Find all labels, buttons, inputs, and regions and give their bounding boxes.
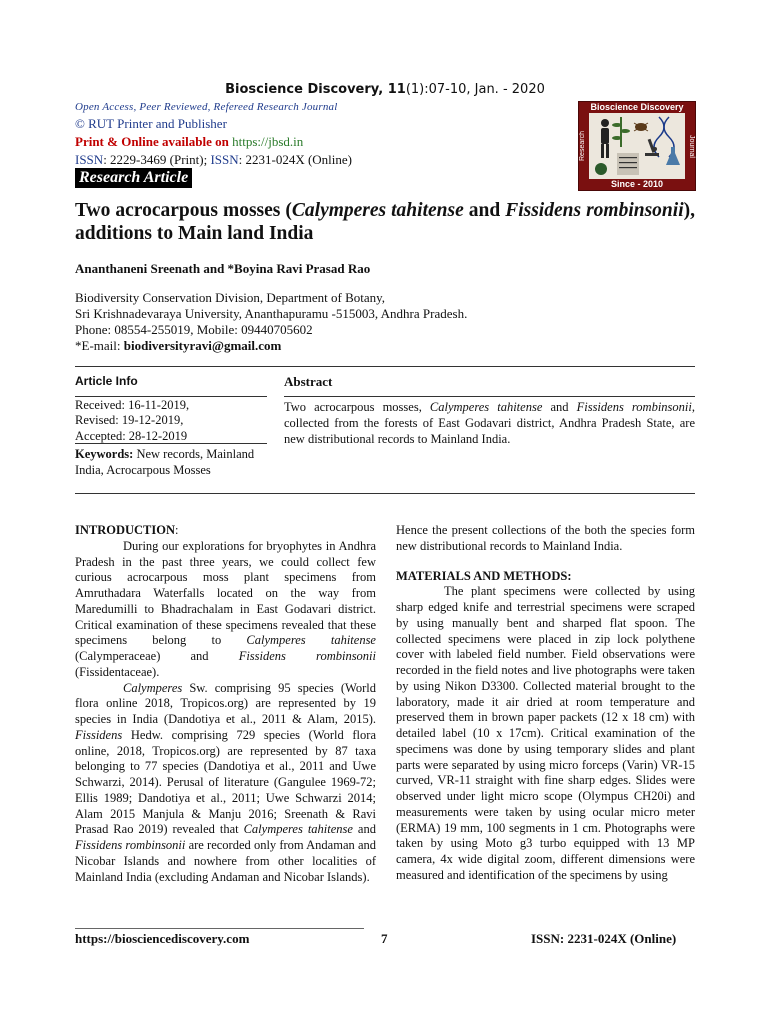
accepted-date: Accepted: 28-12-2019 (75, 429, 188, 443)
journal-citation (0, 82, 770, 97)
species-name: Fissidens rombinsonii (75, 838, 186, 852)
issn-label-print: ISSN (75, 152, 104, 167)
email-label: *E-mail: (75, 338, 124, 353)
affiliation-line-2: Sri Krishnadevaraya University, Ananthapuramu -515003, Andhra Pradesh. (75, 306, 468, 321)
para-text: (Calymperaceae) and (75, 649, 239, 663)
keywords-list: New records, Mainland India, Acrocarpous Mosses (75, 447, 255, 477)
left-column (75, 523, 376, 885)
divider-info (75, 396, 267, 397)
article-type-badge: Research Article (75, 168, 192, 188)
methods-heading (396, 569, 695, 585)
logo-right-text: Journal (688, 134, 695, 158)
abstract-species-1: Calymperes tahitense (429, 400, 543, 414)
abstract-part: Two acrocarpous mosses, (284, 400, 430, 414)
open-access-tagline: Open Access, Peer Reviewed, Refereed Research Journal (75, 101, 338, 113)
affiliation-line-1: Biodiversity Conservation Division, Department of Botany, (75, 290, 386, 305)
abstract-text (284, 399, 695, 447)
divider-abstract (284, 396, 695, 397)
footer-url[interactable]: https://biosciencediscovery.com (75, 931, 250, 946)
globe-icon (595, 163, 607, 175)
para-text: (Fissidentaceae). (75, 664, 160, 679)
website-link[interactable]: https://jbsd.in (232, 134, 304, 149)
logo-footer: Since - 2010 (610, 179, 664, 189)
logo-illustration (589, 113, 685, 179)
journal-logo (578, 101, 696, 191)
abstract-part: and (542, 400, 577, 414)
species-name: Calymperes tahitense (243, 822, 353, 837)
issn-online: : 2231-024X (Online) (238, 152, 352, 167)
para-text: are recorded only from Andaman and Nicobar Islands and nowhere from other localities of Mainland India (excluding Andaman and Nicobar Islands). (75, 838, 376, 884)
genus-name: Fissidens (75, 727, 123, 742)
heading-text: MATERIALS AND METHODS: (396, 568, 572, 583)
issn-line (75, 152, 352, 168)
insect-icon (634, 123, 648, 131)
divider-top (75, 366, 695, 367)
heading-text: INTRODUCTION (75, 523, 176, 537)
article-title (75, 199, 695, 245)
issn-print: : 2229-3469 (Print); (103, 152, 211, 167)
logo-title: Bioscience Discovery (590, 102, 684, 112)
intro-paragraph-3: Hence the present collections of the both the species form new distributional records to Mainland India. (396, 523, 695, 553)
availability-line (75, 134, 303, 150)
genus-name: Calymperes (123, 680, 183, 695)
journal-name: Bioscience Discovery, 11 (225, 82, 406, 97)
article-info-heading: Article Info (75, 374, 138, 388)
intro-paragraph-2 (75, 681, 376, 886)
species-name: Calymperes tahitense (246, 633, 376, 648)
title-part: and (463, 200, 506, 221)
title-species-1: Calymperes tahitense (291, 200, 464, 221)
heading-colon: : (175, 523, 179, 537)
intro-paragraph-1 (75, 539, 376, 681)
affiliation-line-3: Phone: 08554-255019, Mobile: 09440705602 (75, 322, 313, 337)
keywords-label: Keywords: (75, 447, 134, 461)
print-online-label: Print & Online available on (75, 134, 229, 149)
methods-paragraph-1: The plant specimens were collected by using sharp edged knife and terrestrial specimens were scraped by using manually bent and sharped flat spoon. The collected specimens were placed in zip lock polythene cover with labeled field number. Field observations were recorded in the field notes and live photographs were taken by using Nikon D3300. Collected material brought to the laboratory, made it air dried at room temperature and preserved them in brown paper packets (12 x 18 cm) with detailed label (10 x 17cm). Critical examination of the specimens was done by using temporary slides and plant parts were separated by using micro forceps (Varin) VR-15 curved, VR-11 straight with fine sharp edges. Slides were observed under light micro scope (Olympus CH20i) and measurements were taken by using ocular micro meter (ERMA) 19 mm, 100 segments in 1 cm. Photographs were taken by using Moto g3 turbo equipped with 13 MP camera, 4x wide digital zoom, different dimensions were measured and identification of the specimens by using (396, 584, 695, 882)
authors: Ananthaneni Sreenath and *Boyina Ravi Prasad Rao (75, 261, 371, 276)
footer-rule (75, 928, 364, 929)
right-column (396, 523, 695, 884)
page-number: 7 (381, 931, 388, 946)
introduction-heading (75, 523, 376, 539)
para-text: Sw. comprising 95 species (World flora online 2018, Tropicos.org) are represented by 19 species in India (Dandotiya et al., 2011 & Alam, 2015). (75, 680, 376, 726)
stats-box (617, 153, 639, 175)
email-address[interactable]: biodiversityravi@gmail.com (123, 338, 282, 353)
abstract-part: , collected from the forests of East Godavari district, Andhra Pradesh State, are new distributional records to Mainland India. (284, 400, 695, 446)
abstract-species-2: Fissidens rombinsonii (576, 400, 692, 414)
logo-art (589, 113, 685, 179)
para-text: Hedw. comprising 729 species (World flora online, 2018, Tropicos.org) are represented by 87 taxa belonging to 77 species (Dandotiya et al., 2011 and Uwe Schwarzi, 2014). Perusal of literature (Gangulee 1969-72; Ellis 1989; Dandotiya et al., 2011; Uwe Schwarzi 2014; Alam 2015 Manjula & Manju 2016; Sreenath & Ravi Prasad Rao 2019) revealed that (75, 727, 376, 837)
title-part: ), additions to Main land India (75, 200, 695, 244)
journal-issue: (1):07-10, Jan. - 2020 (405, 82, 545, 97)
title-part: Two acrocarpous mosses ( (75, 200, 292, 221)
logo-left-text: Research (579, 131, 586, 161)
revised-date: Revised: 19-12-2019, (75, 413, 184, 427)
abstract-heading: Abstract (284, 374, 333, 389)
title-species-2: Fissidens rombinsonii (505, 200, 684, 221)
divider-bottom (75, 493, 695, 494)
publisher: © RUT Printer and Publisher (75, 116, 227, 131)
para-text: and (352, 822, 376, 837)
issn-label-online: ISSN (210, 152, 239, 167)
keywords (75, 446, 270, 478)
footer-issn: ISSN: 2231-024X (Online) (531, 931, 677, 946)
para-text: During our explorations for bryophytes in Andhra Pradesh in the past three years, we could collect few curious acrocarpous moss plant specimens from Amruthadara Waterfalls located on the way from Maredumilli to Bhadrachalam in East Godavari district. Critical examination of these specimens revealed that these specimens belong to (75, 538, 376, 648)
email-line (75, 338, 281, 354)
received-date: Received: 16-11-2019, (75, 398, 190, 412)
species-name: Fissidens rombinsonii (238, 649, 377, 663)
